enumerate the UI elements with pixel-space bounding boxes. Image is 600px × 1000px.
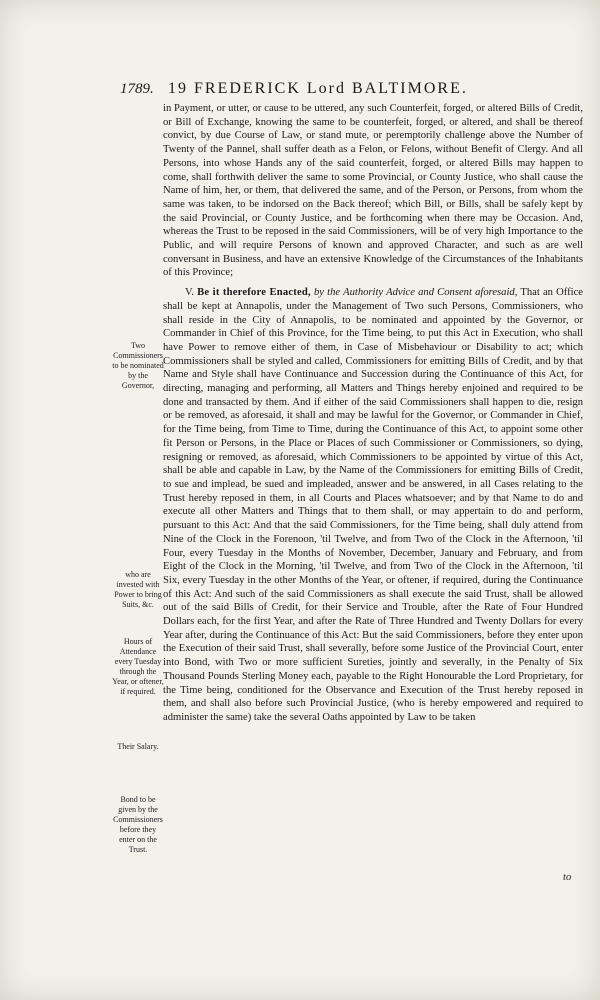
enacting-authority: by the Authority Advice and Consent aforesaid, (314, 287, 518, 299)
catchword: to (563, 872, 572, 883)
margin-note-hours: Hours of Attendance every Tuesday through the Year, or oftener, if required. (112, 637, 164, 696)
margin-note-commissioners: Two Commissioners to be nominated by the Governor, (112, 341, 164, 390)
margin-note-salary: Their Salary. (117, 742, 159, 751)
enacting-words: Be it therefore Enacted, (197, 287, 311, 299)
section-text: That an Office shall be kept at Annapolis, under the Management of Two such Persons, Commissioners, who shall reside in the City of Annapolis, to be nominated and appointed by the Governor, or Commander in Chief of this Province, for the Time being, to put this Act in Execution, who shall have Power to remove either of them, in Case of Misbehaviour or Disability to act; which Commissioners shall be styled and called, Commissioners for emitting Bills of Credit, and by that Name and Style shall have Continuance and Succession during the Continuance of this Act, for directing, managing and performing, all Matters and Things hereby enjoined and required to be done and transacted by them. And if either of the said Commissioners shall happen to die, resign or be removed, as aforesaid, it shall and may be lawful for the Governor, or Commander in Chief, for the Time being, from Time to Time, during the Continuance of this Act, to appoint some other fit Person or Persons, in the Place or Places of such Commissioner or Commissioners, so dying, resigning or removed, as aforesaid, which Commissioners to be appointed by virtue of this Act, shall be able and capable in Law, by the Name of the Commissioners for emitting Bills of Credit, to sue and implead, be sued and impleaded, answer and be answered, in all Cases relating to the Trust hereby reposed in them, in all Courts and Places whatsoever; and by that Name to do and execute all other Matters and Things that to them shall, or may appertain to do and perform, pursuant to this Act: And that the said Commissioners, for the Time being, shall duly attend from Nine of the Clock in the Forenoon, 'til Twelve, and from Two of the Clock in the Afternoon, 'til Four, every Tuesday in the Months of November, December, January and February, and from Eight of the Clock in the Morning, 'til Twelve, and from Two of the Clock in the Afternoon, 'til Six, every Tuesday in the other Months of the Year, or oftener, if required, during the Continuance of this Act: And such of the said Commissioners as shall execute the said Trust, shall be allowed out of the said Bills of Credit, for their Service and Trouble, after the Rate of Four Hundred Dollars each, for the first Year, and after the Rate of Three Hundred and Twenty Dollars for every Year after, during the Continuance of this Act: But the said Commissioners, before they enter upon the Execution of their said Trust, shall severally, before some Justice of the Provincial Court, enter into Bond, with Two or more sufficient Sureties, jointly and severally, in the Penalty of Six Thousand Pounds Sterling Money each, payable to the Right Honourable the Lord Proprietary, for the Time being, conditioned for the Observance and Execution of the Trust hereby reposed in them, and shall also before such Provincial Justice, (who is hereby empowered and required to administer the same) take the several Oaths appointed by Law to be taken (163, 287, 583, 723)
page-title: 19 FREDERICK Lord BALTIMORE. (168, 80, 468, 97)
text-body (163, 102, 583, 725)
margin-note-suits: who are invested with Power to bring Suits, &c. (114, 570, 162, 609)
margin-note-bond: Bond to be given by the Commissioners before they enter on the Trust. (113, 795, 163, 854)
running-header (120, 80, 580, 102)
paragraph-section-v (163, 286, 583, 725)
page-year: 1789. (120, 81, 154, 97)
section-number: V. (185, 287, 194, 299)
paragraph-opening: in Payment, or utter, or cause to be uttered, any such Counterfeit, forged, or altered Bills of Credit, or Bill of Exchange, knowing the same to be counterfeit, forged, or altered, and shall be thereof convict, by due Course of Law, or stand mute, or peremptorily challenge above the Number of Twenty of the Pannel, shall suffer death as a Felon, or Felons, without Benefit of Clergy. And all Persons, into whose Hands any of the said counterfeit, forged, or altered Bills may happen to come, shall forthwith deliver the same to some Provincial, or County Justice, who shall cause the Name of him, her, or them, that delivered the same, and of the Person, or Persons, from whom the same was taken, to be indorsed on the Back thereof; which Bill, or Bills, shall be safely kept by the said Provincial, or County Justice, and be forthcoming when there may be Occasion. And, whereas the Trust to be reposed in the said Commissioners, will be of very high Importance to the Public, and will require Persons of known and approved Character, and such as are well conversant in Business, and have an extensive Knowledge of the Circumstances of the Inhabitants of this Province; (163, 103, 583, 279)
